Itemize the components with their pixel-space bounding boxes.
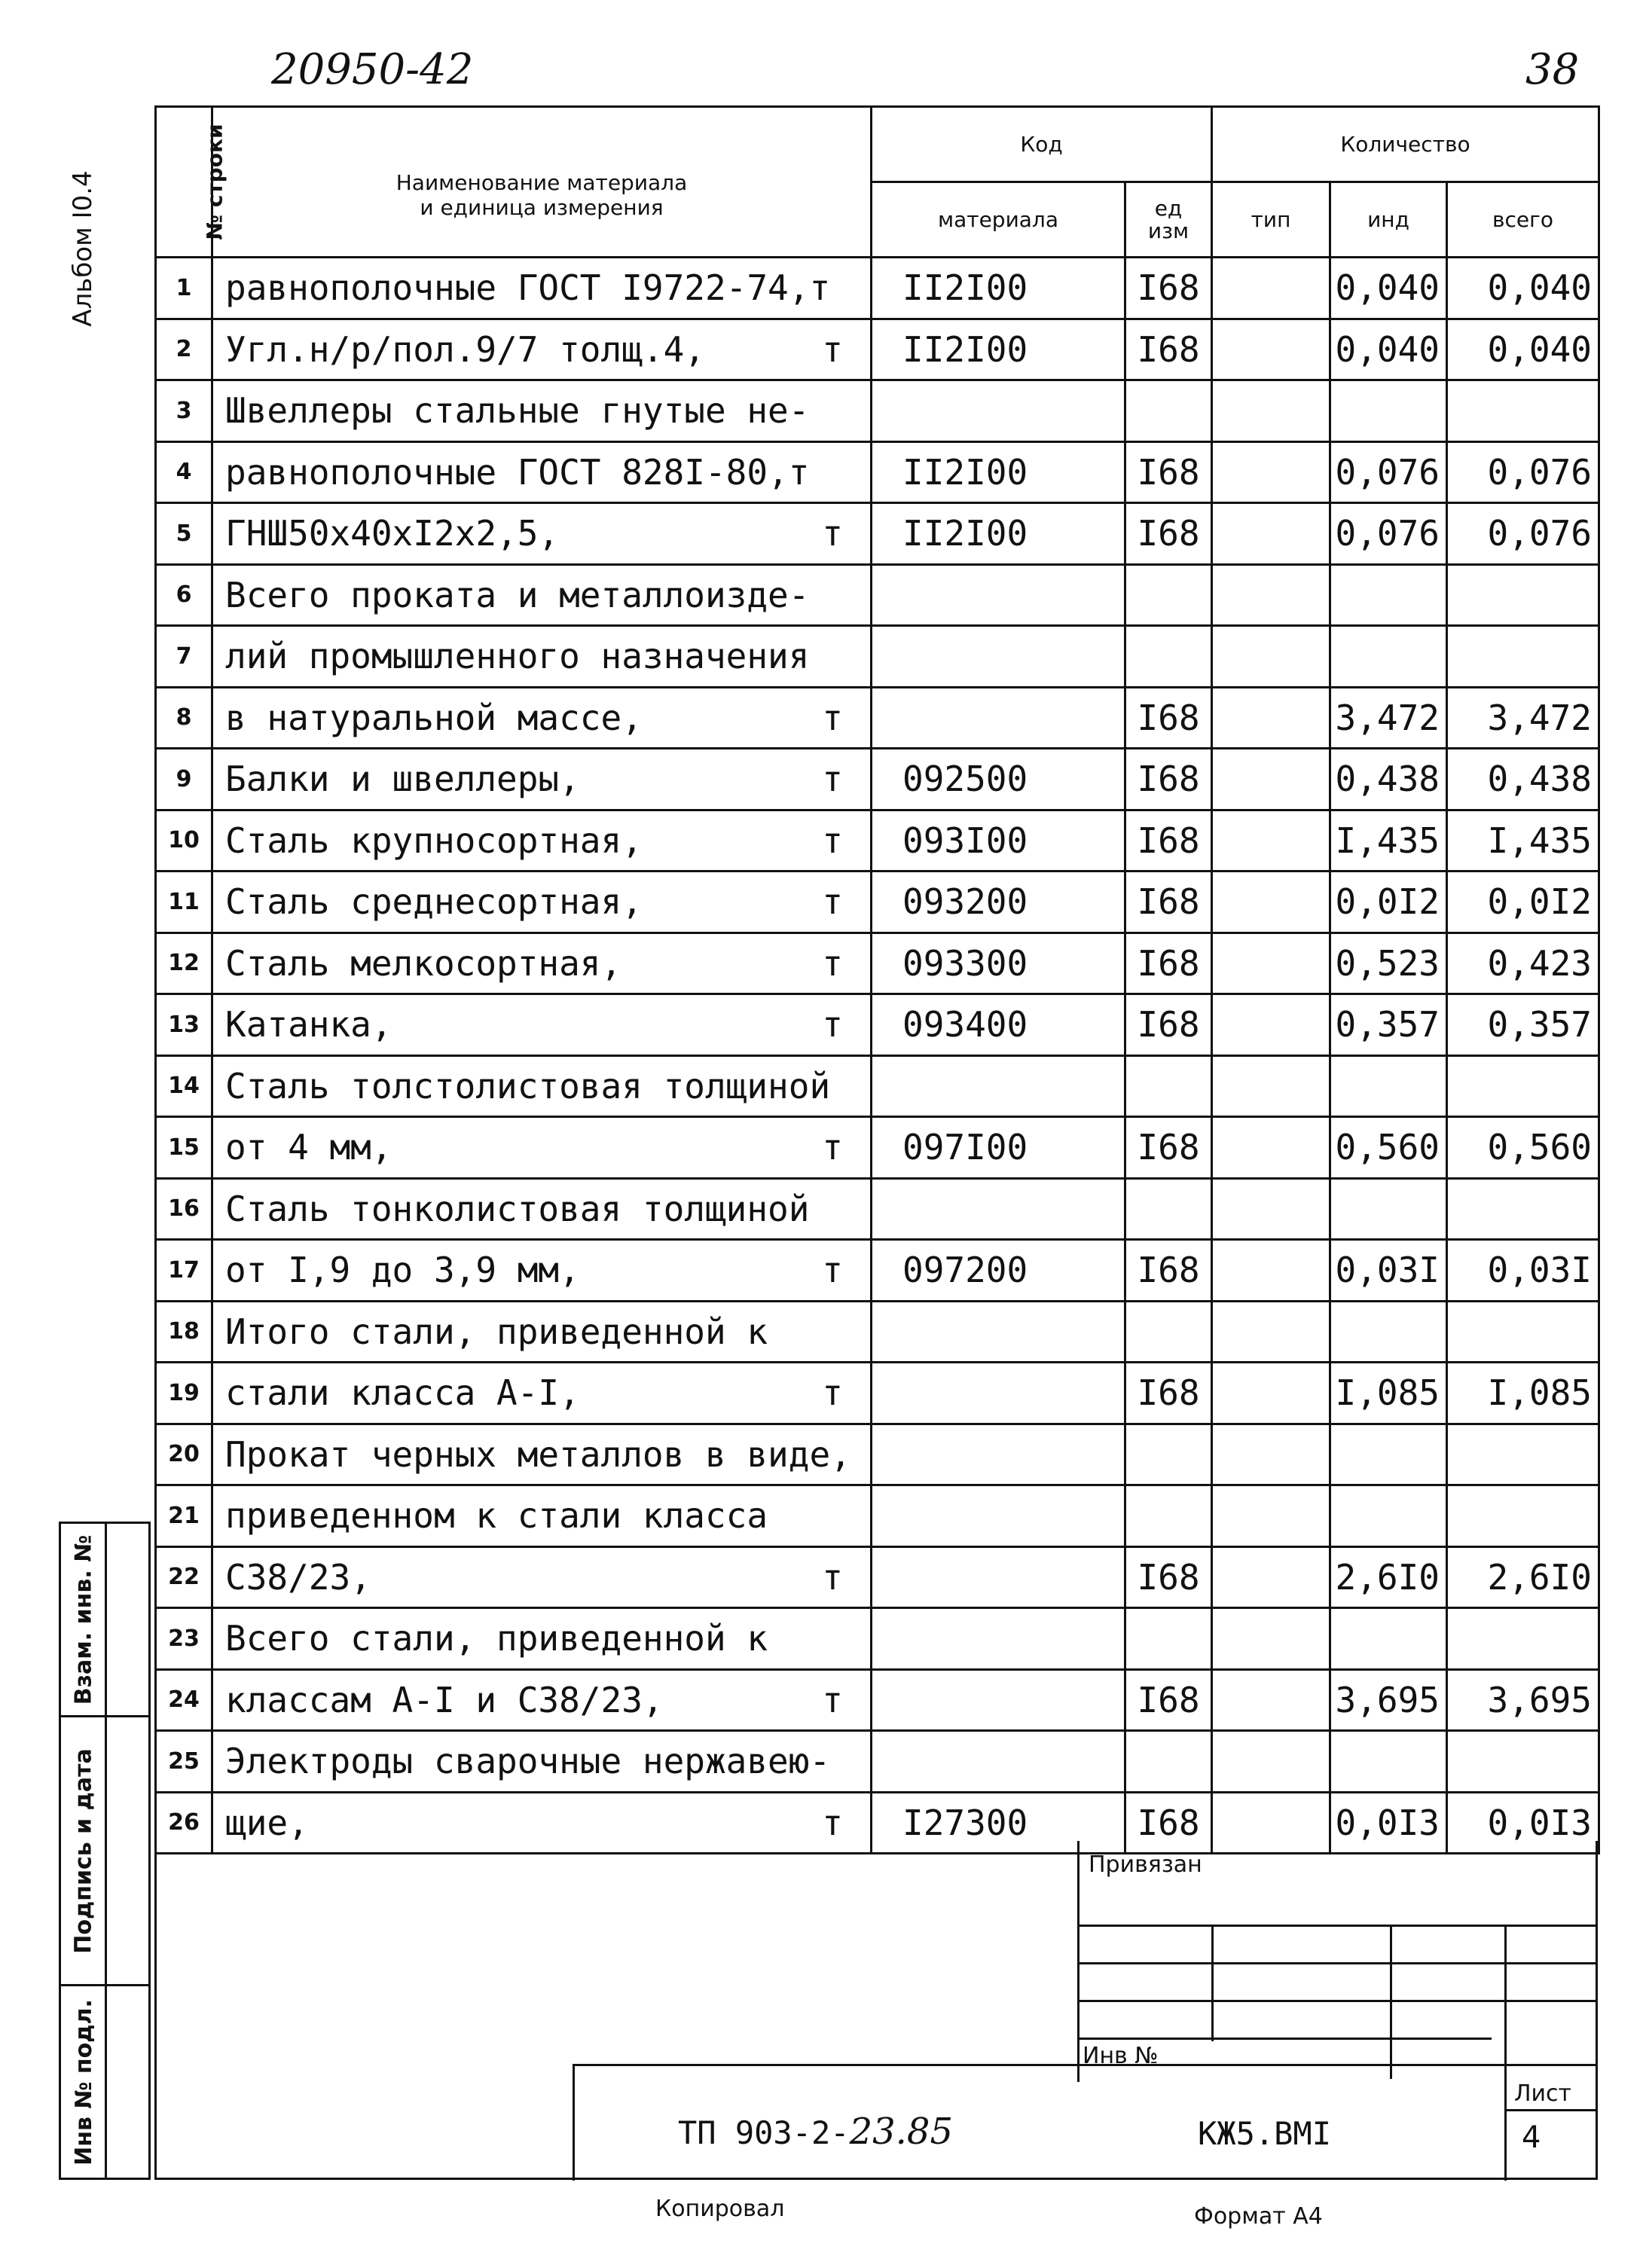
material-name-header: Наименование материала и единица измерения <box>212 107 872 258</box>
row-number: 15 <box>156 1117 212 1179</box>
qty-ind <box>1330 1485 1447 1547</box>
material-code <box>872 1731 1125 1793</box>
qty-ind: 0,0I3 <box>1330 1792 1447 1854</box>
attached-label: Привязан <box>1089 1851 1202 1878</box>
material-code: 093400 <box>872 994 1125 1056</box>
material-code: II2I00 <box>872 441 1125 503</box>
material-code: I27300 <box>872 1792 1125 1854</box>
material-name <box>212 749 872 810</box>
sheet-number: 4 <box>1522 2120 1541 2155</box>
row-number: 17 <box>156 1240 212 1302</box>
material-code <box>872 1546 1125 1608</box>
material-name-text: ГНШ50х40хI2х2,5, <box>225 513 560 554</box>
qty-total: 0,076 <box>1447 441 1599 503</box>
qty-total <box>1447 564 1599 626</box>
material-code <box>872 1424 1125 1485</box>
material-code <box>872 1301 1125 1363</box>
qty-type <box>1212 1301 1330 1363</box>
qty-total: 0,040 <box>1447 258 1599 319</box>
qty-ind <box>1330 1301 1447 1363</box>
unit-label: т <box>822 759 843 800</box>
material-name-text: Катанка, <box>225 1004 392 1045</box>
material-name <box>212 1240 872 1302</box>
table-row <box>156 564 1599 626</box>
unit-label: т <box>822 513 843 554</box>
material-code <box>872 1485 1125 1547</box>
material-code: II2I00 <box>872 319 1125 380</box>
qty-total <box>1447 1731 1599 1793</box>
table-row <box>156 380 1599 442</box>
row-number: 22 <box>156 1546 212 1608</box>
qty-total <box>1447 1608 1599 1670</box>
material-code <box>872 564 1125 626</box>
unit-code: I68 <box>1125 810 1212 871</box>
material-name <box>212 687 872 749</box>
table-row <box>156 258 1599 319</box>
unit-code <box>1125 1485 1212 1547</box>
qty-ind <box>1330 626 1447 688</box>
material-name-text: классам А-I и С38/23, <box>225 1679 664 1720</box>
qty-total: I,085 <box>1447 1363 1599 1424</box>
material-name-text: Сталь мелкосортная, <box>225 942 622 984</box>
unit-code: I68 <box>1125 1792 1212 1854</box>
row-number: 19 <box>156 1363 212 1424</box>
unit-code: I68 <box>1125 258 1212 319</box>
unit-code: I68 <box>1125 994 1212 1056</box>
row-number: 20 <box>156 1424 212 1485</box>
qty-ind: 0,438 <box>1330 749 1447 810</box>
qty-total <box>1447 1301 1599 1363</box>
table-row <box>156 626 1599 688</box>
qty-ind: 0,040 <box>1330 258 1447 319</box>
qty-ind: I,435 <box>1330 810 1447 871</box>
row-number-header: № строки <box>156 107 212 258</box>
material-code <box>872 1363 1125 1424</box>
qty-total: 0,0I2 <box>1447 871 1599 933</box>
qty-ind <box>1330 1178 1447 1240</box>
table-row <box>156 1485 1599 1547</box>
material-name <box>212 1117 872 1179</box>
qty-ind <box>1330 1424 1447 1485</box>
table-row <box>156 503 1599 565</box>
material-name-text: Сталь крупносортная, <box>225 820 643 861</box>
quantity-header: Количество <box>1212 107 1599 182</box>
material-code <box>872 380 1125 442</box>
unit-code: I68 <box>1125 871 1212 933</box>
qty-total: 3,695 <box>1447 1669 1599 1731</box>
row-number: 10 <box>156 810 212 871</box>
unit-label: т <box>822 881 843 923</box>
qty-type-header: тип <box>1212 182 1330 258</box>
material-name <box>212 441 872 503</box>
table-row <box>156 1424 1599 1485</box>
material-code <box>872 687 1125 749</box>
row-number: 9 <box>156 749 212 810</box>
material-name-text: Электроды сварочные нержавею- <box>225 1741 831 1782</box>
qty-total <box>1447 1178 1599 1240</box>
row-number: 18 <box>156 1301 212 1363</box>
materials-table-body <box>156 258 1599 1854</box>
qty-ind: 3,695 <box>1330 1669 1447 1731</box>
unit-code: I68 <box>1125 1117 1212 1179</box>
material-code: II2I00 <box>872 503 1125 565</box>
row-number: 24 <box>156 1669 212 1731</box>
unit-label: т <box>822 942 843 984</box>
replaced-inv-box: Взам. инв. № <box>59 1522 151 1717</box>
qty-type <box>1212 1240 1330 1302</box>
material-name-text: Всего стали, приведенной к <box>225 1618 768 1659</box>
qty-ind: 0,03I <box>1330 1240 1447 1302</box>
material-name <box>212 258 872 319</box>
qty-type <box>1212 749 1330 810</box>
material-name <box>212 1608 872 1670</box>
inv-no-label: Инв № <box>1083 2043 1159 2069</box>
material-name-text: равнополочные ГОСТ 828I-80,т <box>225 451 810 493</box>
unit-code: I68 <box>1125 503 1212 565</box>
qty-total: 3,472 <box>1447 687 1599 749</box>
qty-type <box>1212 687 1330 749</box>
original-inv-box: Инв № подл. <box>59 1984 151 2180</box>
materials-table <box>154 105 1600 1854</box>
material-name-text: Швеллеры стальные гнутые не- <box>225 390 810 432</box>
qty-total <box>1447 380 1599 442</box>
qty-total: 0,423 <box>1447 933 1599 994</box>
row-number: 2 <box>156 319 212 380</box>
unit-label: т <box>822 1679 843 1720</box>
material-name <box>212 871 872 933</box>
document-number: 20950-42 <box>271 45 474 94</box>
unit-label: т <box>822 1250 843 1291</box>
table-row <box>156 1669 1599 1731</box>
qty-total: 0,357 <box>1447 994 1599 1056</box>
material-code <box>872 1055 1125 1117</box>
table-row <box>156 1117 1599 1179</box>
material-name <box>212 1055 872 1117</box>
qty-ind: 0,040 <box>1330 319 1447 380</box>
qty-type <box>1212 1731 1330 1793</box>
qty-type <box>1212 319 1330 380</box>
signature-date-box: Подпись и дата <box>59 1715 151 1986</box>
row-number: 21 <box>156 1485 212 1547</box>
unit-code <box>1125 564 1212 626</box>
qty-type <box>1212 1485 1330 1547</box>
unit-code: I68 <box>1125 1240 1212 1302</box>
row-number: 5 <box>156 503 212 565</box>
qty-type <box>1212 1669 1330 1731</box>
unit-code <box>1125 1301 1212 1363</box>
qty-ind: 0,523 <box>1330 933 1447 994</box>
qty-type <box>1212 1117 1330 1179</box>
code-header: Код <box>872 107 1212 182</box>
material-name-text: Всего проката и металлоизде- <box>225 574 810 615</box>
table-row <box>156 1301 1599 1363</box>
table-row <box>156 933 1599 994</box>
page-number: 38 <box>1525 45 1580 94</box>
sheet-label: Лист <box>1514 2080 1572 2107</box>
qty-ind <box>1330 564 1447 626</box>
qty-type <box>1212 503 1330 565</box>
row-number: 12 <box>156 933 212 994</box>
qty-type <box>1212 1055 1330 1117</box>
qty-ind: 0,357 <box>1330 994 1447 1056</box>
qty-type <box>1212 810 1330 871</box>
material-name-text: приведенном к стали класса <box>225 1495 768 1537</box>
material-name <box>212 1178 872 1240</box>
qty-ind: 0,560 <box>1330 1117 1447 1179</box>
table-row <box>156 319 1599 380</box>
qty-total: 0,076 <box>1447 503 1599 565</box>
unit-code: I68 <box>1125 1363 1212 1424</box>
unit-code: I68 <box>1125 319 1212 380</box>
code-unit-header: ед изм <box>1125 182 1212 258</box>
qty-type <box>1212 1546 1330 1608</box>
row-number: 23 <box>156 1608 212 1670</box>
qty-ind: 3,472 <box>1330 687 1447 749</box>
material-name-text: от 4 мм, <box>225 1127 392 1168</box>
row-number: 14 <box>156 1055 212 1117</box>
table-row <box>156 1608 1599 1670</box>
document-mark: КЖ5.ВМI <box>1198 2115 1332 2152</box>
qty-type <box>1212 933 1330 994</box>
copied-by-label: Копировал <box>655 2196 785 2222</box>
qty-ind <box>1330 1055 1447 1117</box>
qty-ind <box>1330 1731 1447 1793</box>
qty-ind: 0,076 <box>1330 503 1447 565</box>
qty-total: 0,438 <box>1447 749 1599 810</box>
unit-code: I68 <box>1125 687 1212 749</box>
material-name-text: Угл.н/р/пол.9/7 толщ.4, <box>225 328 705 370</box>
material-name <box>212 1669 872 1731</box>
table-row <box>156 441 1599 503</box>
material-code: 097I00 <box>872 1117 1125 1179</box>
material-name <box>212 319 872 380</box>
material-name <box>212 626 872 688</box>
table-row <box>156 1240 1599 1302</box>
row-number: 13 <box>156 994 212 1056</box>
unit-label: т <box>822 697 843 738</box>
material-code: 092500 <box>872 749 1125 810</box>
qty-total <box>1447 626 1599 688</box>
material-name-text: Сталь толстолистовая толщиной <box>225 1065 831 1107</box>
unit-label: т <box>822 1802 843 1843</box>
unit-code: I68 <box>1125 441 1212 503</box>
material-name <box>212 1546 872 1608</box>
material-code: 093I00 <box>872 810 1125 871</box>
qty-type <box>1212 994 1330 1056</box>
table-row <box>156 1546 1599 1608</box>
unit-code: I68 <box>1125 749 1212 810</box>
material-name <box>212 1424 872 1485</box>
qty-total <box>1447 1424 1599 1485</box>
qty-total: 0,560 <box>1447 1117 1599 1179</box>
row-number: 11 <box>156 871 212 933</box>
material-code: 097200 <box>872 1240 1125 1302</box>
table-row <box>156 749 1599 810</box>
unit-label: т <box>822 1372 843 1414</box>
material-name-text: равнополочные ГОСТ I9722-74,т <box>225 267 831 309</box>
material-name-text: щие, <box>225 1802 309 1843</box>
qty-type <box>1212 564 1330 626</box>
unit-code <box>1125 1608 1212 1670</box>
qty-type <box>1212 1363 1330 1424</box>
material-code: 093300 <box>872 933 1125 994</box>
qty-ind: 0,076 <box>1330 441 1447 503</box>
material-name-text: С38/23, <box>225 1556 371 1598</box>
table-row <box>156 994 1599 1056</box>
qty-type <box>1212 380 1330 442</box>
material-name <box>212 1301 872 1363</box>
material-name-text: в натуральной массе, <box>225 697 643 738</box>
material-name-text: лий промышленного назначения <box>225 636 810 677</box>
qty-total: 0,03I <box>1447 1240 1599 1302</box>
qty-type <box>1212 258 1330 319</box>
unit-code <box>1125 380 1212 442</box>
qty-total-header: всего <box>1447 182 1599 258</box>
row-number: 8 <box>156 687 212 749</box>
material-code: II2I00 <box>872 258 1125 319</box>
material-code: 093200 <box>872 871 1125 933</box>
material-name <box>212 994 872 1056</box>
unit-code <box>1125 1055 1212 1117</box>
unit-code <box>1125 1424 1212 1485</box>
unit-label: т <box>822 1556 843 1598</box>
row-number: 25 <box>156 1731 212 1793</box>
material-name-text: Балки и швеллеры, <box>225 759 580 800</box>
material-code <box>872 1178 1125 1240</box>
material-code <box>872 1608 1125 1670</box>
table-row <box>156 871 1599 933</box>
material-name-text: от I,9 до 3,9 мм, <box>225 1250 580 1291</box>
table-row <box>156 1178 1599 1240</box>
qty-ind: 0,0I2 <box>1330 871 1447 933</box>
qty-type <box>1212 1608 1330 1670</box>
material-name <box>212 810 872 871</box>
code-material-header: материала <box>872 182 1125 258</box>
qty-ind: I,085 <box>1330 1363 1447 1424</box>
material-name <box>212 564 872 626</box>
qty-type <box>1212 1178 1330 1240</box>
material-name <box>212 933 872 994</box>
qty-total <box>1447 1485 1599 1547</box>
qty-total: I,435 <box>1447 810 1599 871</box>
row-number: 16 <box>156 1178 212 1240</box>
row-number: 26 <box>156 1792 212 1854</box>
qty-type <box>1212 626 1330 688</box>
unit-code <box>1125 626 1212 688</box>
unit-label: т <box>822 1004 843 1045</box>
unit-code <box>1125 1178 1212 1240</box>
material-name <box>212 1363 872 1424</box>
qty-ind <box>1330 1608 1447 1670</box>
material-code <box>872 626 1125 688</box>
material-name-text: Итого стали, приведенной к <box>225 1311 768 1352</box>
material-name <box>212 1485 872 1547</box>
table-row <box>156 1055 1599 1117</box>
material-name <box>212 503 872 565</box>
row-number: 6 <box>156 564 212 626</box>
qty-total <box>1447 1055 1599 1117</box>
qty-total: 2,6I0 <box>1447 1546 1599 1608</box>
material-name-text: Прокат черных металлов в виде, <box>225 1433 851 1475</box>
project-number-suffix: 23.85 <box>849 2111 953 2153</box>
project-number <box>678 2111 953 2153</box>
row-number: 1 <box>156 258 212 319</box>
table-row <box>156 1731 1599 1793</box>
qty-type <box>1212 441 1330 503</box>
row-number: 7 <box>156 626 212 688</box>
qty-type <box>1212 871 1330 933</box>
material-name <box>212 1731 872 1793</box>
qty-total: 0,040 <box>1447 319 1599 380</box>
project-number-prefix: ТП 903-2- <box>678 2114 850 2151</box>
row-number: 4 <box>156 441 212 503</box>
material-name <box>212 380 872 442</box>
unit-code <box>1125 1731 1212 1793</box>
material-name-text: стали класса А-I, <box>225 1372 580 1414</box>
material-name-text: Сталь среднесортная, <box>225 881 643 923</box>
unit-label: т <box>822 328 843 370</box>
material-code <box>872 1669 1125 1731</box>
unit-label: т <box>822 1127 843 1168</box>
unit-code: I68 <box>1125 1546 1212 1608</box>
qty-total: 0,0I3 <box>1447 1792 1599 1854</box>
unit-code: I68 <box>1125 1669 1212 1731</box>
qty-ind: 2,6I0 <box>1330 1546 1447 1608</box>
qty-type <box>1212 1424 1330 1485</box>
unit-code: I68 <box>1125 933 1212 994</box>
format-label: Формат А4 <box>1194 2203 1323 2230</box>
table-row <box>156 1363 1599 1424</box>
material-name-text: Сталь тонколистовая толщиной <box>225 1188 810 1229</box>
qty-ind-header: инд <box>1330 182 1447 258</box>
table-row <box>156 810 1599 871</box>
unit-label: т <box>822 820 843 861</box>
row-number: 3 <box>156 380 212 442</box>
table-row <box>156 687 1599 749</box>
qty-ind <box>1330 380 1447 442</box>
